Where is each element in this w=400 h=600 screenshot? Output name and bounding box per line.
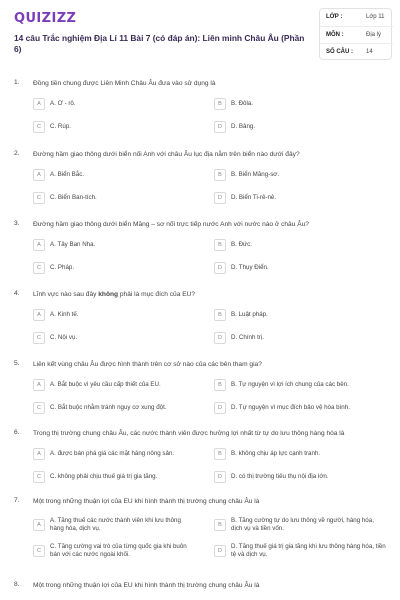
option-letter-badge: A (33, 169, 45, 181)
option-text: B. Tăng cường tự do lưu thông về người, hàng hóa, dịch vụ và tiền vốn. (231, 517, 374, 532)
option-d[interactable] (214, 119, 386, 135)
option-text: D. Tăng thuế giá trị gia tăng khi lưu thông hàng hóa, tiền tệ và dịch vụ. (231, 543, 386, 558)
option-c[interactable] (33, 330, 193, 346)
question-number: 1. (14, 79, 20, 86)
option-text: C. Pháp. (50, 264, 75, 271)
quizizz-logo: QUIZIZZ (14, 11, 77, 26)
option-b[interactable] (214, 96, 386, 112)
option-text: C. Bắt buộc nhằm tránh nguy cơ xung đột. (50, 404, 167, 411)
option-d[interactable] (214, 400, 386, 416)
question-text-part: phải là mục đích của EU? (118, 291, 196, 298)
option-letter-badge: C (33, 545, 45, 557)
option-a[interactable] (33, 514, 193, 536)
option-letter-badge: D (214, 545, 226, 557)
question-number: 4. (14, 290, 20, 297)
option-letter-badge: D (214, 332, 226, 344)
meta-value: 14 (366, 49, 373, 55)
option-a[interactable] (33, 167, 193, 183)
question-text: Một trong những thuận lợi của EU khi hình thành thị trường chung châu Âu là (33, 582, 260, 589)
option-c[interactable] (33, 469, 193, 485)
option-text: D. Tự nguyện vì mục đích bảo vệ hòa bình. (231, 404, 350, 411)
option-letter-badge: B (214, 519, 226, 531)
option-c[interactable] (33, 190, 193, 206)
option-a[interactable] (33, 237, 193, 253)
option-letter-badge: A (33, 519, 45, 531)
question-text: Đồng tiền chung được Liên Minh Châu Âu đưa vào sử dụng là (33, 80, 216, 87)
option-letter-badge: B (214, 309, 226, 321)
meta-label: MÔN : (326, 32, 344, 38)
option-letter-badge: C (33, 471, 45, 483)
meta-value: Lớp 11 (366, 14, 385, 20)
option-b[interactable] (214, 167, 386, 183)
option-letter-badge: C (33, 402, 45, 414)
question-number: 5. (14, 360, 20, 367)
question-text (33, 290, 385, 299)
option-text: D. Thụy Điển. (231, 264, 269, 271)
option-d[interactable] (214, 469, 386, 485)
option-letter-badge: B (214, 98, 226, 110)
option-text: C. Biển Ban-tích. (50, 194, 97, 201)
option-d[interactable] (214, 260, 386, 276)
option-text: C. Rúp. (50, 123, 71, 130)
option-a[interactable] (33, 377, 193, 393)
option-letter-badge: B (214, 448, 226, 460)
option-b[interactable] (214, 307, 386, 323)
option-letter-badge: C (33, 332, 45, 344)
question-text: Trong thị trường chung châu Âu, các nước thành viên được hưởng lợi nhất từ tự do lưu thông hàng hóa là (33, 430, 345, 437)
option-b[interactable] (214, 514, 386, 536)
option-text: C. không phải chịu thuế giá trị gia tăng. (50, 473, 158, 480)
option-text: B. Đức. (231, 241, 252, 248)
meta-row-subject (320, 26, 393, 43)
option-letter-badge: A (33, 379, 45, 391)
option-text: A. Ơ - rô. (50, 100, 76, 107)
option-letter-badge: B (214, 169, 226, 181)
option-text: A. được bán phá giá các mặt hàng nông sản. (50, 450, 175, 457)
option-letter-badge: C (33, 192, 45, 204)
option-letter-badge: A (33, 239, 45, 251)
option-text: B. Đôla. (231, 100, 254, 107)
option-c[interactable] (33, 119, 193, 135)
option-text: A. Kinh tế. (50, 311, 79, 318)
meta-row-class (320, 9, 393, 26)
question-text: Liên kết vùng châu Âu được hình thành trên cơ sở nào của các bên tham gia? (33, 361, 262, 368)
option-letter-badge: D (214, 471, 226, 483)
option-text: A. Bắt buộc vì yêu cầu cấp thiết của EU. (50, 381, 161, 388)
option-text: C. Tăng cường vai trò của từng quốc gia khi buôn bán với các nước ngoài khối. (50, 543, 187, 558)
option-letter-badge: C (33, 262, 45, 274)
option-text: D. Chính trị. (231, 334, 265, 341)
meta-info-box (319, 8, 392, 60)
question-text: Đường hầm giao thông dưới biển Măng – sơ nối trực tiếp nước Anh với nước nào ở châu Âu? (33, 221, 309, 228)
option-b[interactable] (214, 377, 386, 393)
option-text: A. Tăng thuế các nước thành viên khi lưu thông hàng hóa, dịch vụ. (50, 517, 181, 532)
meta-row-count (320, 43, 393, 60)
document-title: 14 câu Trắc nghiệm Địa Lí 11 Bài 7 (có đáp án): Liên minh Châu Âu (Phần 6) (14, 33, 305, 54)
option-text: A. Tây Ban Nha. (50, 241, 96, 248)
option-text: D. có thị trường tiêu thụ nội địa lớn. (231, 473, 329, 480)
meta-label: SỐ CÂU : (326, 49, 353, 55)
option-letter-badge: D (214, 262, 226, 274)
option-a[interactable] (33, 446, 193, 462)
question-number: 3. (14, 220, 20, 227)
option-c[interactable] (33, 540, 193, 562)
option-letter-badge: D (214, 402, 226, 414)
question-text: Đường hầm giao thông dưới biển nối Anh với châu Âu lục địa nằm trên biển nào dưới đây? (33, 151, 300, 158)
option-text: B. Luật pháp. (231, 311, 268, 318)
option-b[interactable] (214, 237, 386, 253)
option-d[interactable] (214, 330, 386, 346)
option-letter-badge: D (214, 192, 226, 204)
option-a[interactable] (33, 96, 193, 112)
question-text-emphasis: không (98, 291, 119, 298)
question-number: 8. (14, 581, 20, 588)
meta-value: Địa lý (366, 32, 382, 38)
meta-label: LỚP : (326, 14, 343, 20)
option-text: D. Bảng. (231, 123, 256, 130)
option-c[interactable] (33, 400, 193, 416)
option-c[interactable] (33, 260, 193, 276)
option-letter-badge: A (33, 309, 45, 321)
question-number: 2. (14, 150, 20, 157)
option-letter-badge: A (33, 448, 45, 460)
option-b[interactable] (214, 446, 386, 462)
option-text: C. Nội vụ. (50, 334, 78, 341)
option-text: B. không chịu áp lực cạnh tranh. (231, 450, 321, 457)
option-text: D. Biển Ti-rê-nê. (231, 194, 277, 201)
document-header (0, 0, 400, 64)
option-letter-badge: B (214, 239, 226, 251)
option-letter-badge: D (214, 121, 226, 133)
option-d[interactable] (214, 540, 386, 562)
option-letter-badge: C (33, 121, 45, 133)
option-text: B. Biển Măng-sơ. (231, 171, 280, 178)
question-number: 7. (14, 497, 20, 504)
option-text: B. Tự nguyện vì lợi ích chung của các bên. (231, 381, 349, 388)
option-text: A. Biển Bắc. (50, 171, 85, 178)
question-number: 6. (14, 429, 20, 436)
option-a[interactable] (33, 307, 193, 323)
option-d[interactable] (214, 190, 386, 206)
option-letter-badge: B (214, 379, 226, 391)
question-text: Một trong những thuận lợi của EU khi hình thành thị trường chung châu Âu là (33, 498, 260, 505)
option-letter-badge: A (33, 98, 45, 110)
question-text-part: Lĩnh vực nào sau đây (33, 291, 99, 298)
